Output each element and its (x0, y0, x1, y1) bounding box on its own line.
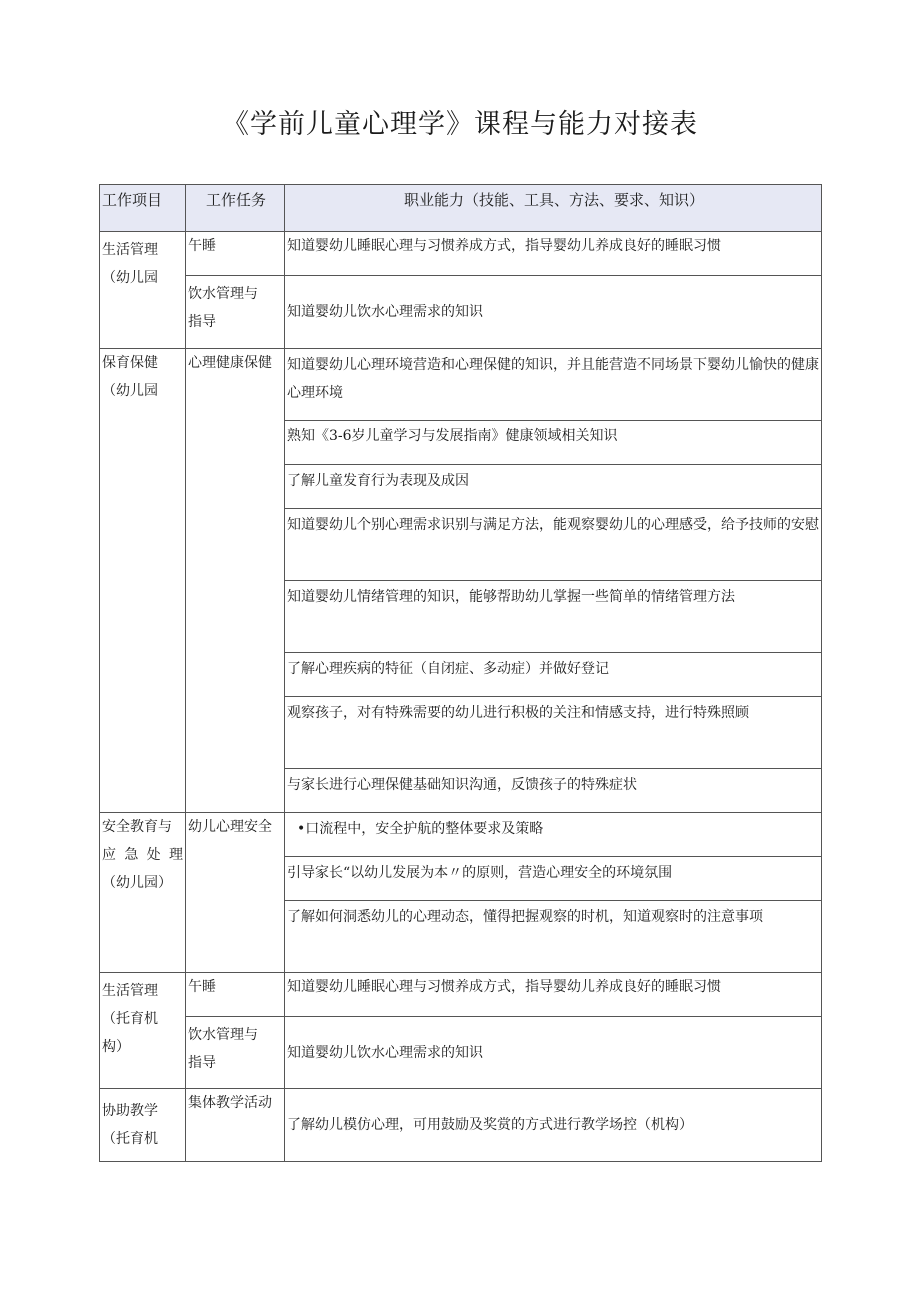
ability-text: 了解心理疾病的特征（自闭症、多动症）并做好登记 (287, 661, 609, 677)
project-line: （托育机 (102, 1131, 158, 1147)
ability-cell (285, 581, 822, 653)
task-line: 饮水管理与 (188, 1027, 258, 1043)
ability-text: 知道婴幼儿饮水心理需求的知识 (287, 304, 483, 320)
project-line: （幼儿园 (102, 270, 158, 286)
project-line: 保育保健 (102, 355, 158, 371)
project-cell (100, 349, 186, 813)
task-line: 指导 (188, 314, 216, 330)
ability-text: 知道婴幼儿睡眠心理与习惯养成方式，指导婴幼儿养成良好的睡眠习惯 (287, 979, 721, 995)
project-cell (100, 813, 186, 973)
ability-text: 知道婴幼儿情绪管理的知识，能够帮助幼儿掌握一些简单的情绪管理方法 (287, 589, 735, 605)
ability-text: 知道婴幼儿睡眠心理与习惯养成方式，指导婴幼儿养成良好的睡眠习惯 (287, 238, 721, 254)
ability-cell (285, 901, 822, 973)
header-project: 工作项目 (100, 185, 186, 232)
task-line: 集体教学活动 (188, 1095, 272, 1111)
ability-cell (285, 973, 822, 1017)
ability-text: •口流程中，安全护航的整体要求及策略 (297, 821, 544, 837)
document-title: 《学前儿童心理学》课程与能力对接表 (222, 109, 698, 140)
table-row (100, 349, 822, 421)
table-row (100, 1089, 822, 1162)
ability-text: 观察孩子，对有特殊需要的幼儿进行积极的关注和情感支持，进行特殊照顾 (287, 705, 749, 721)
ability-cell (285, 349, 822, 421)
task-line: 午睡 (188, 979, 216, 995)
ability-cell (285, 697, 822, 769)
ability-text: 了解幼儿模仿心理，可用鼓励及奖赏的方式进行教学场控（机构） (287, 1117, 693, 1133)
header-task: 工作任务 (186, 185, 285, 232)
project-line: （幼儿园 (102, 383, 158, 399)
ability-cell (285, 769, 822, 813)
task-line: 午睡 (188, 238, 216, 254)
ability-cell (285, 276, 822, 349)
table-header-row (100, 185, 822, 232)
table-row (100, 232, 822, 276)
task-cell (186, 973, 285, 1017)
ability-text: 了解儿童发育行为表现及成因 (287, 473, 469, 489)
ability-cell (285, 509, 822, 581)
ability-cell (285, 653, 822, 697)
ability-text: 与家长进行心理保健基础知识沟通，反馈孩子的特殊症状 (287, 777, 637, 793)
table-row (100, 813, 822, 857)
ability-cell (285, 421, 822, 465)
project-line: 安全教育与 (102, 819, 172, 835)
task-cell (186, 349, 285, 813)
ability-cell (285, 465, 822, 509)
ability-cell (285, 1017, 822, 1089)
ability-text: 知道婴幼儿心理环境营造和心理保健的知识，并且能营造不同场景下婴幼儿愉快的健康心理环境 (287, 357, 819, 401)
task-cell (186, 1017, 285, 1089)
ability-text: 知道婴幼儿饮水心理需求的知识 (287, 1044, 483, 1061)
table-row (100, 973, 822, 1017)
task-cell (186, 276, 285, 349)
project-line: （幼儿园） (102, 875, 172, 891)
project-line: 构） (102, 1039, 130, 1055)
course-ability-table (99, 184, 822, 1162)
task-cell (186, 1089, 285, 1162)
task-line: 心理健康保健 (188, 355, 272, 371)
project-cell (100, 232, 186, 349)
ability-text: 熟知《3-6岁儿童学习与发展指南》健康领域相关知识 (287, 428, 618, 444)
ability-text: 了解如何洞悉幼儿的心理动态，懂得把握观察的时机，知道观察时的注意事项 (287, 909, 763, 925)
table-row (100, 276, 822, 349)
ability-cell (285, 232, 822, 276)
header-ability: 职业能力（技能、工具、方法、要求、知识） (285, 185, 822, 232)
task-line: 幼儿心理安全 (188, 819, 272, 835)
ability-text: 知道婴幼儿个别心理需求识别与满足方法，能观察婴幼儿的心理感受，给予技师的安慰 (287, 517, 819, 533)
project-line: 应急处理 (102, 847, 183, 863)
ability-cell (285, 813, 822, 857)
ability-cell (285, 1089, 822, 1162)
table-row (100, 1017, 822, 1089)
task-line: 饮水管理与 (188, 286, 258, 302)
task-cell (186, 813, 285, 973)
project-cell (100, 1089, 186, 1162)
project-line: 生活管理 (102, 242, 158, 258)
project-cell (100, 973, 186, 1089)
project-line: 生活管理 (102, 983, 158, 999)
task-line: 指导 (188, 1055, 216, 1071)
ability-cell (285, 857, 822, 901)
ability-text: 引导家长“以幼儿发展为本〃的原则，营造心理安全的环境氛围 (287, 865, 673, 881)
project-line: （托育机 (102, 1011, 158, 1027)
task-cell (186, 232, 285, 276)
project-line: 协助教学 (102, 1103, 158, 1119)
